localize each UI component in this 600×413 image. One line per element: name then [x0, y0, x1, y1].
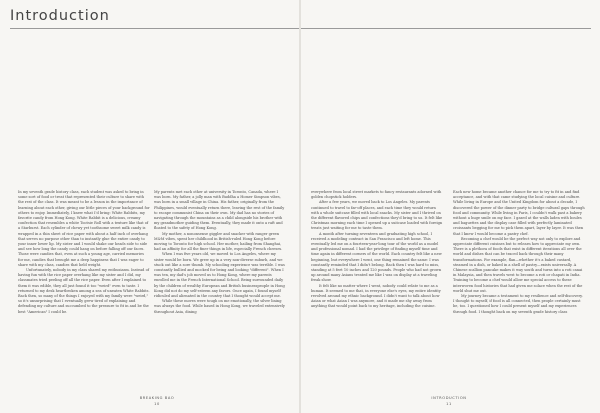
left-column-1	[18, 190, 150, 315]
paragraph: My mother, a nononsense giggler and snacker with ranger green M&M vibes, spent her childhood in British-ruled Hong Kong before moving to Toronto for high school. Her mother, hailing from Shanghai, had an affinity for all the finer things in life, especially French cheeses.	[154, 231, 283, 252]
title-rule-continued	[301, 28, 591, 29]
right-column-1	[311, 190, 443, 310]
right-footer	[429, 396, 469, 406]
paragraph: Each new home became another chance for me to try to fit in and find acceptance, and with that came studying the local cuisine and culture. While living in Europe and the United Kingdom for about a decade, I discovered the power of the dinner party to bridge cultural gaps through food and community. While living in Paris, I couldn't walk past a bakery without a huge smile on my face. I gazed at the walls laden with boules and baguettes and the display case filled with perfectly laminated croissants begging for me to pick them apart, layer by layer. It was then that I knew I would become a pastry chef.	[453, 190, 585, 236]
right-page	[301, 0, 600, 413]
paragraph: Unfortunately, nobody in my class shared my enthusiasm. Instead of having fun with the rice paper overhang like my sister and I did, my classmates tried peeling off all the rice paper. Even after I explained to them it was edible, they all just found it too "weird" even to taste. I returned to my desk heartbroken among a sea of uneaten White Rabbits. Back then, so many of the things I enjoyed with my family were "weird," so it's unsurprising that I eventually grew tired of explaining and defending my culture and succumbed to the pressure to fit in and be the best "American" I could be.	[18, 268, 150, 314]
left-column-2	[154, 190, 286, 315]
paragraph: A month after turning seventeen and graduating high school, I received a modeling contract in San Francisco and left home. This eventually led me on a fourteen-year-long tour of the world as a model and professional nomad. I had the privilege of finding myself time and time again in different corners of the world. Each country felt like a new beginning, but everywhere I went, one thing remained the same: I was constantly reminded that I didn't belong. Back then I was hard to miss, standing at 5 feet 10 inches and 120 pounds. People who had not grown up around many Asians treated me like I was on display at a traveling freak show.	[311, 231, 442, 283]
paragraph: My journey became a testament to my resilience and self-discovery. I thought to myself, if food is all connected, then people certainly must be, too. I questioned how I could present myself and my experiences through food. I thought back on my seventh grade history class	[453, 294, 583, 314]
left-footer	[137, 396, 177, 406]
paragraph: everywhere from local street markets to fancy restaurants adorned with golden chopstick holders.	[311, 190, 442, 200]
paragraph: While these moves were tough on me emotionally, the silver lining was always the food. While based in Hong Kong, we traveled extensively throughout Asia, dining	[154, 299, 285, 314]
running-footer-label: INTRODUCTION	[431, 396, 467, 400]
paragraph: In my seventh grade history class, each student was asked to bring in some sort of food or treat that represented their culture to share with the rest of the class. It was meant to be a lesson in the importance of learning about each other, giving our little pieces of your background for others to enjoy. Immediately, I knew what I'd bring: White Rabbits, my favorite candy from Hong Kong. White Rabbit is a delicious, creamy confection that resembles a white Tootsie Roll with a texture like that of a Starburst. Each cylinder of chewy yet toothsome sweet milk candy is wrapped in a thin sheet of rice paper with about a half inch of overhang that serves no purpose other than to instantly glue the entire candy to your inner lower lip. My sister and I would shake our heads side to side and see how long the candy could hang on before falling off our faces. Those were candies that, even at such a young age, carried memories for me, candies that brought me a deep happiness that I was eager to share with my class, candies that held weight.	[18, 190, 150, 267]
paragraph: It felt like no matter where I went, nobody could relate to me as a human. It seemed to me that, in everyone else's eyes, my entire identity revolved around my ethnic background. I didn't want to talk about how Asian or what Asian I was anymore, and it made me shy away from anything that would point back to my heritage, including the cuisine.	[311, 283, 441, 309]
page-number: 11	[446, 402, 452, 406]
paragraph: My parents met each other at university in Toronto, Canada, where I was born. My father, a jolly man with Buddha a Homer Simpson vibes, was born in a small village in China. His father, originally from the Philippines, would eventually return there, leaving the rest of the family to escape communist China on their own. My dad has no stories of navigating through the mountains as a child alongside his brother with my grandmother guiding them. Eventually, they made it onto a raft and floated to the safety of Hong Kong.	[154, 190, 285, 231]
left-page	[0, 0, 299, 413]
right-column-2	[453, 190, 585, 315]
title-rule	[10, 28, 299, 29]
paragraph: When I was five years old, we moved to Los Angeles, where my sister would be born. We grew up in a very non-diverse suburb, and we stuck out like a sore thumb. My schooling experience was terrible. I was constantly bullied and mocked for being and looking "different". When I was ten, my dad's job moved us to Hong Kong, where my parents enrolled me in the French International School. Being surrounded daily by the children of wealthy European and British businesspeople in Hong Kong did not do my self-esteem any favors. Once again, I found myself ridiculed and alienated in the country that I thought would accept me.	[154, 252, 285, 299]
paragraph: After a few years, we moved back to Los Angeles. My parents continued to travel to far-off places, and each time they would return with a whole suitcase filled with local snacks. My sister and I thrived on the different flavored chips and confections they'd bring to us. It felt like Christmas morning each time I opened up a suitcase loaded with foreign treats just waiting for me to taste them.	[311, 200, 443, 231]
running-footer-label: BREAKING BAO	[139, 396, 175, 400]
page-number: 10	[154, 402, 160, 406]
chapter-title: Introduction	[10, 8, 110, 24]
paragraph: Becoming a chef would be the perfect way not only to explore and appreciate different cuisines but to relearn how to appreciate my own. There is a plethora of foods that exist in different iterations all over the world and dishes that can be traced back through their many transformations. For example, flan—whether it's a baked custard, steamed in a dish, or baked in a shell of pastry—exists universally. A Chinese scallion pancake makes it way south and turns into a roti canai in Malaysia, and then travels west to become a roti or chapati in India. Training to become a chef would allow me special access to these interwoven food histories that had given me solace when the rest of the world shut me out.	[453, 236, 583, 293]
